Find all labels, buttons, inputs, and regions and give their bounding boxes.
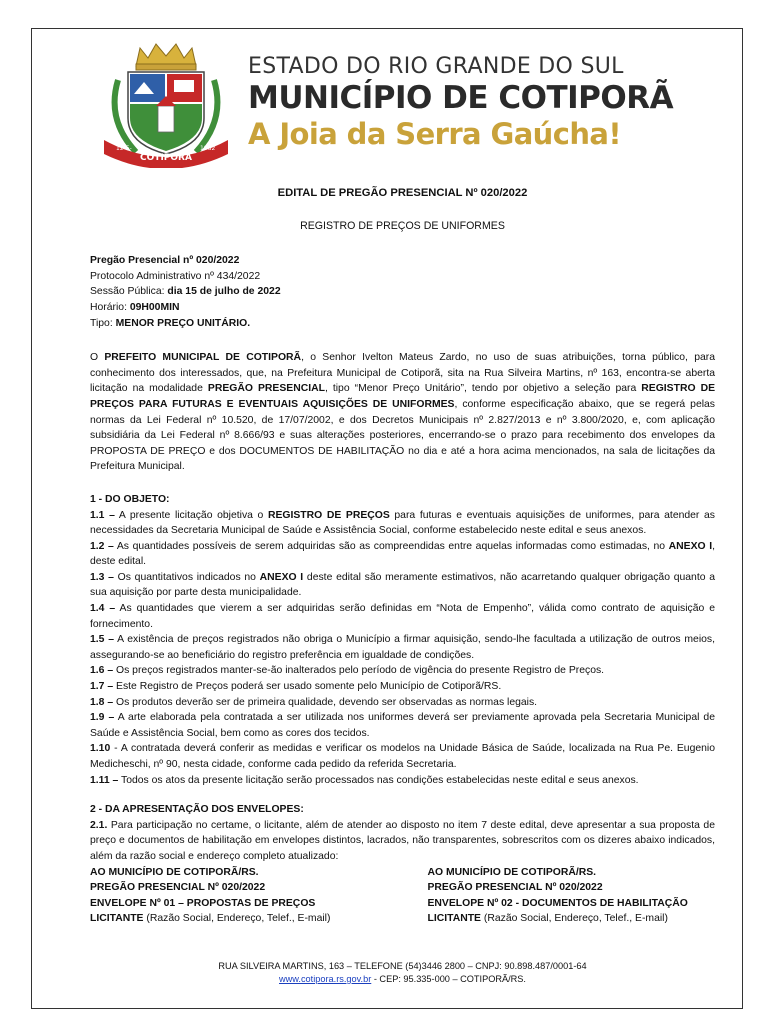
clause-1-11: 1.11 – Todos os atos da presente licitação serão processados nas condições estabelecidas neste edital e seus anexos. — [90, 774, 639, 786]
clause-1-7: 1.7 – Este Registro de Preços poderá ser usado somente pelo Município de Cotiporã/RS. — [90, 681, 502, 693]
info-sessao-label: Sessão Pública: — [90, 286, 168, 298]
footer-cep: - CEP: 95.335-000 – COTIPORÃ/RS. — [371, 974, 526, 984]
clause-2-1: 2.1. Para participação no certame, o licitante, além de atender ao disposto no item 7 deste edital, deve apresentar a sua proposta de preço e documentos de habilitação em envelopes distintos, lacrados, não transparentes, sobrescritos com os dizeres abaixo indicados, além da razão social e endereço completo atualizado: — [90, 819, 715, 862]
clause-1-5: 1.5 – A existência de preços registrados não obriga o Município a firmar aquisição, sendo-lhe facultada a utilização de outros meios, assegurando-se ao beneficiário do registro preferência em igualdade de condições. — [90, 634, 715, 661]
municipal-crest-icon — [96, 40, 236, 168]
clause-1-8: 1.8 – Os produtos deverão ser de primeira qualidade, devendo ser observadas as normas legais. — [90, 696, 538, 708]
clause-1-4: 1.4 – As quantidades que vierem a ser adquiridas serão definidas em “Nota de Empenho”, válida como contrato de aquisição e fornecimento. — [90, 603, 715, 630]
document-body — [90, 186, 715, 935]
letterhead — [96, 40, 674, 170]
page-footer — [90, 960, 715, 986]
header-municipality: MUNICÍPIO DE COTIPORÃ — [248, 80, 674, 116]
section-heading: 2 - DA APRESENTAÇÃO DOS ENVELOPES: — [90, 804, 304, 816]
info-horario-value: 09H00MIN — [129, 301, 180, 313]
section-objeto — [90, 492, 715, 788]
info-protocolo: Protocolo Administrativo nº 434/2022 — [90, 270, 261, 282]
header-slogan: A Joia da Serra Gaúcha! — [248, 117, 621, 151]
section-heading: 1 - DO OBJETO: — [90, 493, 170, 505]
info-sessao-value: dia 15 de julho de 2022 — [167, 286, 281, 298]
clause-1-10: 1.10 - A contratada deverá conferir as medidas e verificar os modelos na Unidade Básica de Saúde, localizada na Rua Pe. Eugenio Medicheschi, nº 90, nesta cidade, conforme cada pedido da referida Secretaria. — [90, 743, 715, 770]
crest-year-left: 12-5- — [116, 145, 132, 152]
info-pregao: Pregão Presencial nº 020/2022 — [90, 255, 240, 267]
section-envelopes — [90, 802, 715, 927]
clause-1-9: 1.9 – A arte elaborada pela contratada a ser utilizada nos uniformes deverá ser previamente aprovada pela Secretaria Municipal de Saúde e Assistência Social, bem como as cores dos tecidos. — [90, 712, 715, 739]
info-horario-label: Horário: — [90, 301, 130, 313]
envelope-labels — [90, 865, 715, 927]
crest-year-right: 1982 — [200, 145, 216, 152]
clause-1-1: 1.1 – A presente licitação objetiva o REGISTRO DE PREÇOS para futuras e eventuais aquisições de uniformes, para atender as necessidades da Secretaria Municipal de Saúde e Assistência Social, conforme estabelecido neste edital e seus anexos. — [90, 509, 715, 537]
info-block — [90, 253, 715, 331]
clause-1-2: 1.2 – As quantidades possíveis de serem adquiridas são as compreendidas entre aquelas informadas como estimadas, no ANEXO I, deste edital. — [90, 540, 715, 568]
info-tipo-value: MENOR PREÇO UNITÁRIO. — [115, 317, 251, 329]
crest-ribbon-text: COTIPORÃ — [140, 153, 192, 163]
document-title: EDITAL DE PREGÃO PRESENCIAL Nº 020/2022 — [277, 187, 528, 199]
clause-1-3: 1.3 – Os quantitativos indicados no ANEXO I deste edital são meramente estimativos, não acarretando qualquer obrigação quanto a sua aquisição por parte desta municipalidade. — [90, 571, 715, 599]
document-subtitle: REGISTRO DE PREÇOS DE UNIFORMES — [300, 219, 505, 232]
envelope-1: AO MUNICÍPIO DE COTIPORÃ/RS. PREGÃO PRESENCIAL Nº 020/2022 ENVELOPE Nº 01 – PROPOSTAS DE PREÇOS LICITANTE (Razão Social, Endereço, Telef., E-mail) — [90, 866, 331, 925]
footer-website-link[interactable]: www.cotipora.rs.gov.br — [279, 974, 372, 984]
info-tipo-label: Tipo: — [90, 317, 116, 329]
envelope-2: AO MUNICÍPIO DE COTIPORÃ/RS. PREGÃO PRESENCIAL Nº 020/2022 ENVELOPE Nº 02 - DOCUMENTOS DE HABILITAÇÃO LICITANTE (Razão Social, Endereço, Telef., E-mail) — [427, 866, 688, 925]
footer-address: RUA SILVEIRA MARTINS, 163 – TELEFONE (54)3446 2800 – CNPJ: 90.898.487/0001-64 — [218, 961, 587, 971]
header-state: ESTADO DO RIO GRANDE DO SUL — [248, 54, 624, 79]
intro-paragraph: O PREFEITO MUNICIPAL DE COTIPORÃ, o Senhor Ivelton Mateus Zardo, no uso de suas atribuições, torna público, para conhecimento dos interessados, que, na Prefeitura Municipal de Cotiporã, sita na Rua Silveira Martins, nº 163, encontra-se aberta licitação na modalidade PREGÃO PRESENCIAL, tipo “Menor Preço Unitário”, tendo por objetivo a seleção para REGISTRO DE PREÇOS PARA FUTURAS E EVENTUAIS AQUISIÇÕES DE UNIFORMES, conforme especificação abaixo, que se regerá pelas normas da Lei Federal nº 10.520, de 17/07/2002, e dos Decretos Municipais nº 2.827/2013 e nº 3.800/2020, e, com aplicação subsidiária da Lei Federal nº 8.666/93 e suas alterações posteriores, encerrando-se o prazo para recebimento dos envelopes da PROPOSTA DE PREÇO e dos DOCUMENTOS DE HABILITAÇÃO no dia e até a hora acima mencionados, na sala de licitações da Prefeitura Municipal. — [90, 352, 716, 473]
clause-1-6: 1.6 – Os preços registrados manter-se-ão inalterados pelo período de vigência do presente Registro de Preços. — [90, 665, 605, 677]
